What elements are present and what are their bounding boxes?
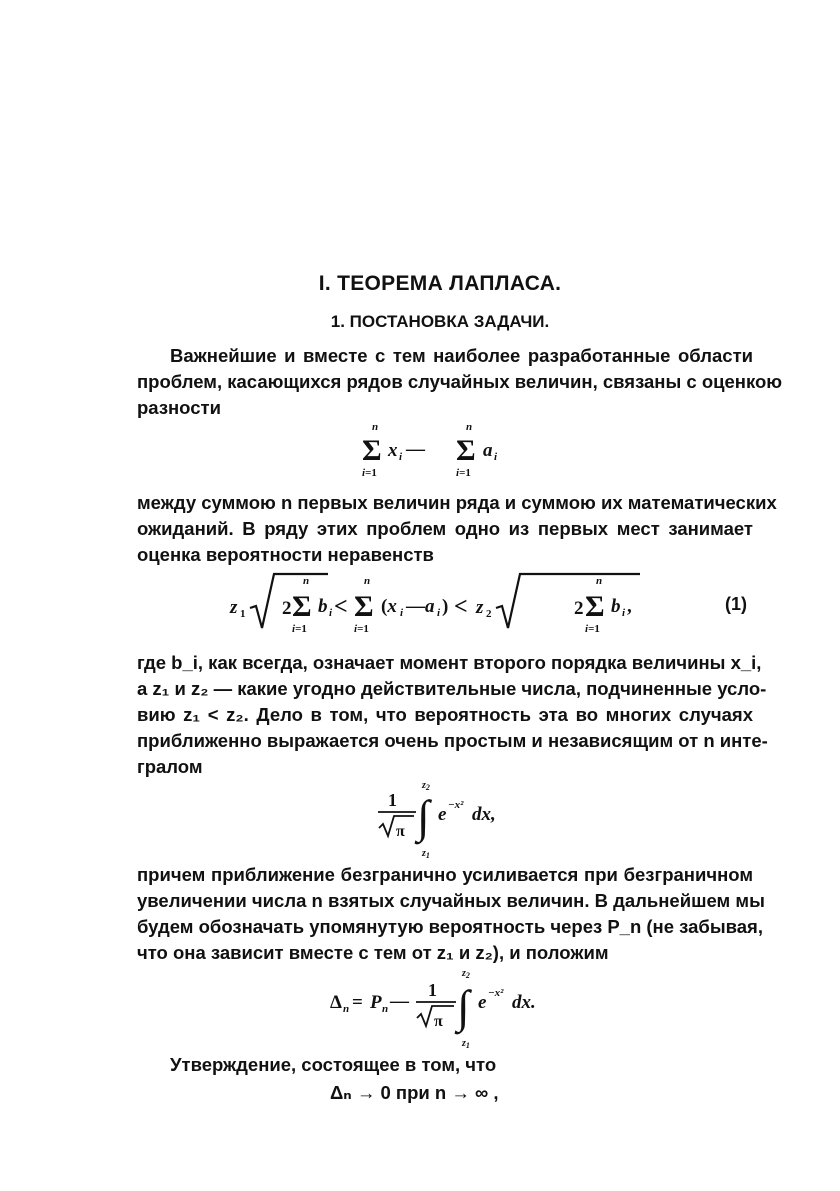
svg-text:b: b <box>611 596 621 617</box>
svg-text:<: < <box>454 594 468 620</box>
svg-text:=: = <box>352 992 363 1013</box>
svg-text:Σ: Σ <box>354 590 374 623</box>
formula-delta <box>328 962 568 1048</box>
svg-text:i=1: i=1 <box>456 467 471 479</box>
svg-text:b: b <box>318 596 328 617</box>
equation-number: (1) <box>725 594 747 614</box>
svg-text:2: 2 <box>574 598 584 619</box>
svg-text:z2: $z_2$ <box>422 780 430 792</box>
para3-line-3: вию z₁ < z₂. Дело в том, что вероятность эта во многих случаях <box>137 704 753 725</box>
formula-limit: Δₙ → 0 при n → ∞ , <box>330 1082 499 1103</box>
chapter-title: I. ТЕОРЕМА ЛАПЛАСА. <box>318 272 562 295</box>
svg-text:i=1: i=1 <box>585 623 600 635</box>
para4-line-3: будем обозначать упомянутую вероятность через P_n (не забывая, <box>137 916 763 937</box>
svg-text:i=1: i=1 <box>362 467 377 479</box>
svg-text:i: i <box>399 451 403 463</box>
para5-line-1: Утверждение, состоящее в том, что <box>170 1054 497 1075</box>
svg-text:a: a <box>483 440 493 461</box>
svg-text:π: π <box>396 823 405 840</box>
para4-line-1: причем приближение безгранично усиливается при безграничном <box>137 864 753 885</box>
svg-text:<: < <box>334 594 348 620</box>
svg-text:∫: ∫ <box>457 981 470 1032</box>
svg-text:i=1: i=1 <box>292 623 307 635</box>
svg-text:Σ: Σ <box>456 434 476 467</box>
svg-text:1: 1 <box>388 790 397 810</box>
svg-text:Δ: Δ <box>330 992 342 1013</box>
svg-text:n: n <box>364 575 371 587</box>
svg-text:i: i <box>437 607 441 619</box>
svg-text:n: n <box>303 575 310 587</box>
svg-text:,: , <box>627 596 632 617</box>
para1-line-1: Важнейшие и вместе с тем наиболее разработанные области <box>170 345 753 366</box>
svg-text:z: z <box>230 597 238 618</box>
formula-difference <box>360 418 540 480</box>
para4-line-4: что она зависит вместе с тем от z₁ и z₂), и положим <box>137 942 609 963</box>
svg-text:n: n <box>466 421 473 433</box>
para2-line-1: между суммою n первых величин ряда и суммою их математических <box>137 492 777 513</box>
para3-line-4: приближенно выражается очень простым и независящим от n инте- <box>137 730 768 751</box>
para3-line-5: гралом <box>137 756 203 777</box>
svg-text:i: i <box>622 607 626 619</box>
svg-text:i: i <box>400 607 404 619</box>
svg-text:2: 2 <box>486 608 492 620</box>
svg-text:n: n <box>343 1003 350 1015</box>
svg-text:2: 2 <box>282 598 292 619</box>
svg-text:Σ: Σ <box>362 434 382 467</box>
para2-line-2: ожиданий. В ряду этих проблем одно из первых мест занимает <box>137 518 753 539</box>
svg-text:): ) <box>442 596 449 617</box>
svg-text:n: n <box>596 575 603 587</box>
svg-text:−x²: −x² <box>448 799 464 811</box>
svg-text:x: x <box>388 440 398 461</box>
svg-text:z2: $z_2$ <box>462 968 470 980</box>
svg-text:Σ: Σ <box>292 590 312 623</box>
svg-text:Σ: Σ <box>585 590 605 623</box>
svg-text:e: e <box>478 992 487 1013</box>
svg-text:dx.: dx. <box>512 992 536 1013</box>
formula-inequality <box>228 568 668 640</box>
svg-text:1: 1 <box>428 980 437 1000</box>
svg-text:z1: $z_1$ <box>422 848 430 860</box>
svg-text:i: i <box>329 607 333 619</box>
svg-text:—: — <box>406 439 425 460</box>
svg-text:—: — <box>390 991 409 1012</box>
para3-line-1: где b_i, как всегда, означает момент второго порядка величины x_i, <box>137 652 762 673</box>
svg-text:z: z <box>476 597 484 618</box>
para1-line-3: разности <box>137 397 221 418</box>
para3-line-2: а z₁ и z₂ — какие угодно действительные числа, подчиненные усло- <box>137 678 767 699</box>
para4-line-2: увеличении числа n взятых случайных величин. В дальнейшем мы <box>137 890 765 911</box>
svg-text:P: P <box>370 992 382 1013</box>
svg-text:∫: ∫ <box>417 791 430 842</box>
para1-line-2: проблем, касающихся рядов случайных величин, связаны с оценкою <box>137 371 783 392</box>
svg-text:n: n <box>382 1003 389 1015</box>
svg-text:i: i <box>494 451 498 463</box>
svg-text:i=1: i=1 <box>354 623 369 635</box>
formula-integral <box>376 776 516 860</box>
svg-text:dx,: dx, <box>472 804 496 825</box>
section-title: 1. ПОСТАНОВКА ЗАДАЧИ. <box>330 312 550 331</box>
svg-text:−x²: −x² <box>488 987 504 999</box>
para2-line-3: оценка вероятности неравенств <box>137 544 434 565</box>
svg-text:(x: (x <box>381 596 397 617</box>
svg-text:n: n <box>372 421 379 433</box>
svg-text:π: π <box>434 1013 443 1030</box>
svg-text:—a: —a <box>406 596 435 617</box>
svg-text:1: 1 <box>240 608 246 620</box>
svg-text:z1: $z_1$ <box>462 1038 470 1048</box>
svg-text:e: e <box>438 804 447 825</box>
